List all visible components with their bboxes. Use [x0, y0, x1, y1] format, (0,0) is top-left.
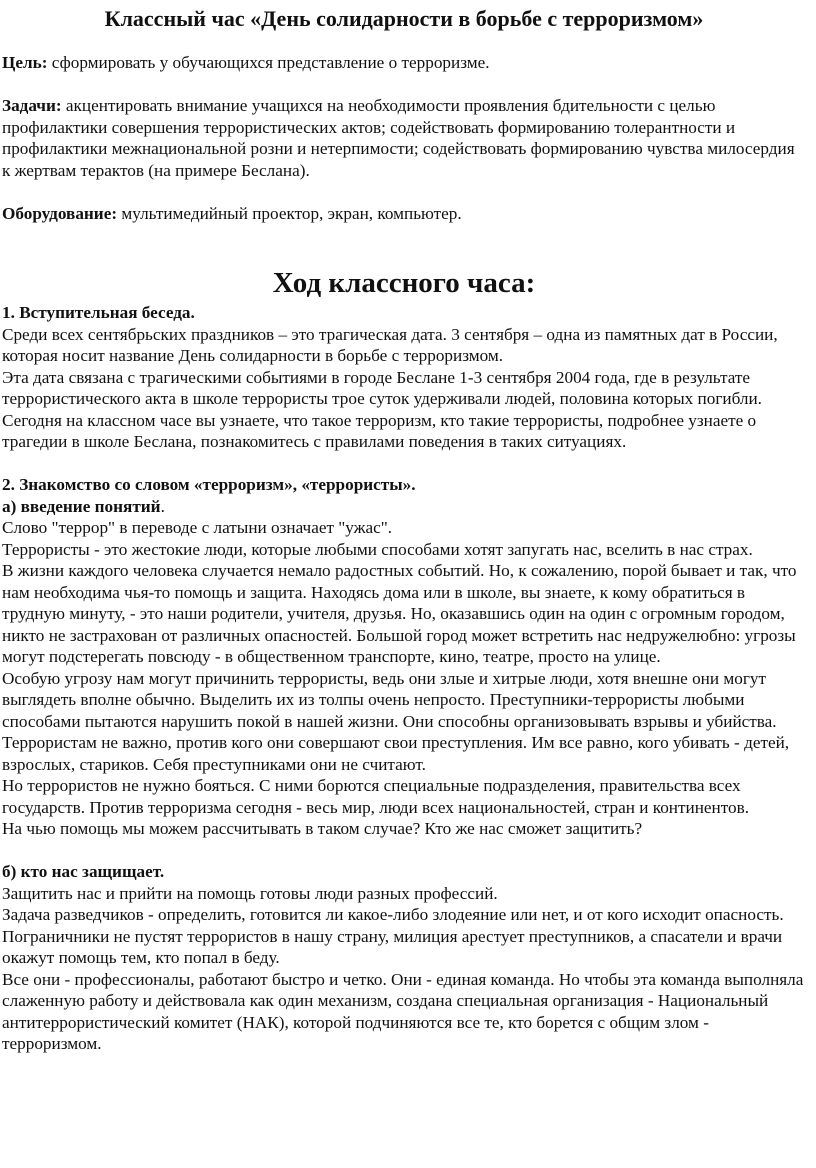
- section2-subheading-b: б) кто нас защищает.: [2, 862, 165, 881]
- section1-paragraph: Сегодня на классном часе вы узнаете, что такое терроризм, кто такие террористы, подробнее узнаете о трагедии в школе Беслана, познакомитесь с правилами поведения в таких ситуациях.: [2, 410, 757, 451]
- course-heading: Ход классного часа:: [272, 267, 536, 299]
- tasks-label: Задачи:: [2, 96, 62, 115]
- section2b-paragraph: Защитить нас и прийти на помощь готовы люди разных профессий.: [2, 883, 498, 903]
- equipment-label: Оборудование:: [2, 203, 118, 223]
- equipment-paragraph: [2, 203, 806, 225]
- section1-heading: 1. Вступительная беседа.: [2, 303, 195, 322]
- section2a-paragraph: Особую угрозу нам могут причинить террористы, ведь они злые и хитрые люди, хотя внешне они могут выглядеть вполне обычно. Выделить их из толпы очень непросто. Преступники-террористы любыми способами пытаются нарушить покой в нашей жизни. Они способны организовывать взрывы и убийства. Террористам не важно, против кого они совершают свои преступления. Им все равно, кого убивать - детей, взрослых, стариков. Себя преступниками они не считают.: [2, 668, 790, 774]
- section2a-paragraph: Террористы - это жестокие люди, которые любыми способами хотят запугать нас, вселить в нас страх.: [2, 539, 753, 559]
- tasks-text: акцентировать внимание учащихся на необходимости проявления бдительности с целью профилактики совершения террористических актов; содействовать формированию толерантности и профилактики межнациональной розни и нетерпимости; содействовать формированию чувства милосердия к жертвам терактов (на примере Беслана).: [2, 96, 795, 180]
- section2b-paragraph: Задача разведчиков - определить, готовится ли какое-либо злодеяние или нет, и от кого исходит опасность.: [2, 905, 784, 924]
- section2-subheading-a: а) введение понятий.: [2, 496, 165, 516]
- section2a-paragraph: В жизни каждого человека случается немало радостных событий. Но, к сожалению, порой бывает и так, что нам необходима чья-то помощь и защита. Находясь дома или в школе, вы знаете, к кому обратиться в трудную минуту, - это наши родители, учителя, друзья. Но, оказавшись один на один с огромным городом, никто не застрахован от различных опасностей. Большой город может встретить нас недружелюбно: угрозы могут подстерегать повсюду - в общественном транспорте, кино, театре, просто на улице.: [2, 561, 797, 666]
- section2a-paragraph: Но террористов не нужно бояться. С ними борются специальные подразделения, правительства всех государств. Против терроризма сегодня - весь мир, люди всех национальностей, стран и континентов.: [2, 776, 750, 817]
- goal-paragraph: [2, 52, 806, 74]
- section2a-paragraph: На чью помощь мы можем рассчитывать в таком случае? Кто же нас сможет защитить?: [2, 819, 643, 838]
- equipment-text: мультимедийный проектор, экран, компьютер.: [117, 203, 462, 223]
- section1-paragraph: Среди всех сентябрьских праздников – это трагическая дата. 3 сентября – одна из памятных дат в России, которая носит название День солидарности в борьбе с терроризмом.: [2, 324, 778, 365]
- section2-heading: 2. Знакомство со словом «терроризм», «террористы».: [2, 475, 416, 494]
- section2a-paragraph: Слово "террор" в переводе с латыни означает "ужас".: [2, 518, 393, 537]
- section2b-paragraph: Все они - профессионалы, работают быстро и четко. Они - единая команда. Но чтобы эта команда выполняла слаженную работу и действовала как один механизм, создана специальная организация - Национальный антитеррористический комитет (НАК), которой подчиняются все те, кто борется с общим злом - терроризмом.: [2, 969, 804, 1053]
- section2b-paragraph: Пограничники не пустят террористов в нашу страну, милиция арестует преступников, а спасатели и врачи окажут помощь тем, кто попал в беду.: [2, 926, 783, 967]
- section1-paragraph: Эта дата связана с трагическими событиями в городе Беслане 1-3 сентября 2004 года, где в результате террористического акта в школе террористы трое суток удерживали людей, половина которых погибли.: [2, 367, 762, 408]
- document-title: Классный час «День солидарности в борьбе с терроризмом»: [104, 6, 704, 31]
- goal-text: сформировать у обучающихся представление о терроризме.: [47, 53, 490, 72]
- tasks-paragraph: [2, 95, 806, 181]
- goal-label: Цель:: [2, 53, 48, 72]
